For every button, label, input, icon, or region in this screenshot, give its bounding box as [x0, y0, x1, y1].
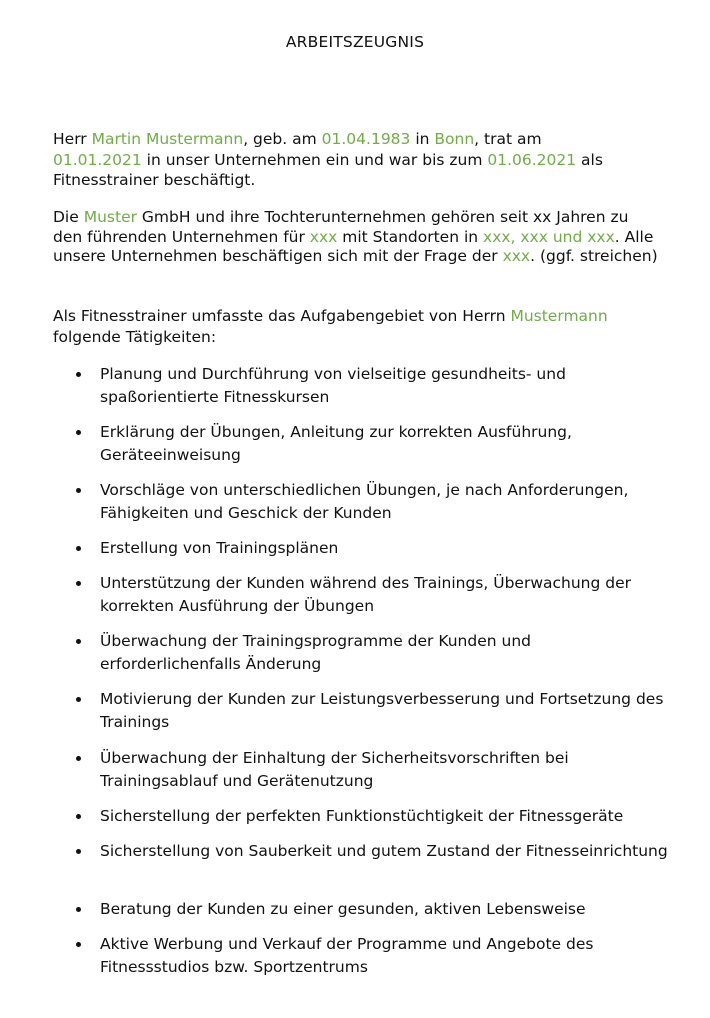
locations: xxx, xxx und xxx — [483, 227, 615, 246]
list-item — [100, 898, 670, 921]
list-item — [100, 805, 670, 828]
task-text: Beratung der Kunden zu einer gesunden, aktiven Lebensweise — [100, 900, 586, 918]
duties-intro-text: Als Fitnesstrainer umfasste das Aufgabengebiet von Herrn — [53, 307, 511, 325]
bullet-icon — [76, 849, 81, 854]
task-text: Unterstützung der Kunden während des Trainings, Überwachung der korrekten Ausführung der Übungen — [100, 574, 631, 615]
list-item — [100, 630, 670, 675]
task-text: Überwachung der Trainingsprogramme der Kunden und erforderlichenfalls Änderung — [100, 632, 531, 673]
list-item — [100, 572, 670, 617]
list-item — [100, 363, 670, 408]
company-text: Die — [53, 208, 84, 226]
list-item — [100, 688, 670, 733]
start-date: 01.01.2021 — [53, 150, 142, 169]
bullet-icon — [76, 430, 81, 435]
employee-surname: Mustermann — [510, 307, 608, 325]
task-text: Erklärung der Übungen, Anleitung zur korrekten Ausführung, Geräteeinweisung — [100, 423, 572, 464]
bullet-icon — [76, 756, 81, 761]
list-item — [100, 421, 670, 466]
bullet-icon — [76, 372, 81, 377]
bullet-icon — [76, 546, 81, 551]
intro-text: in — [410, 130, 435, 148]
list-item — [100, 479, 670, 524]
task-text: Erstellung von Trainingsplänen — [100, 539, 339, 557]
document-title: ARBEITSZEUGNIS — [285, 33, 425, 51]
bullet-icon — [76, 907, 81, 912]
intro-text: , trat am — [474, 130, 542, 148]
question-topic: xxx — [502, 247, 531, 265]
bullet-icon — [76, 488, 81, 493]
company-text: GmbH und ihre Tochterunternehmen gehören seit xx Jahren zu den führenden Unternehmen für — [53, 208, 629, 246]
duties-intro-paragraph — [53, 306, 658, 347]
birth-place: Bonn — [434, 130, 475, 148]
intro-text: Herr — [53, 130, 92, 148]
task-text: Planung und Durchführung von vielseitige gesundheits- und spaßorientierte Fitnesskursen — [100, 365, 566, 406]
task-text: Motivierung der Kunden zur Leistungsverbesserung und Fortsetzung des Trainings — [100, 690, 664, 731]
list-item — [100, 537, 670, 560]
employee-name: Martin Mustermann — [91, 130, 244, 148]
task-text: Sicherstellung der perfekten Funktionstüchtigkeit der Fitnessgeräte — [100, 807, 624, 825]
company-paragraph — [53, 208, 658, 267]
company-text: . (ggf. streichen) — [530, 247, 658, 265]
bullet-icon — [76, 581, 81, 586]
list-item — [100, 747, 670, 792]
bullet-icon — [76, 697, 81, 702]
list-item — [100, 840, 670, 863]
business-field: xxx — [309, 227, 338, 246]
bullet-icon — [76, 942, 81, 947]
task-text: Überwachung der Einhaltung der Sicherheitsvorschriften bei Trainingsablauf und Gerätenutzung — [100, 749, 569, 790]
intro-text: als Fitnesstrainer beschäftigt. — [53, 150, 603, 189]
company-text: . Alle unsere Unternehmen beschäftigen sich mit der Frage der — [53, 227, 654, 265]
company-name: Muster — [83, 208, 137, 226]
duties-intro-text: folgende Tätigkeiten: — [53, 327, 217, 346]
bullet-icon — [76, 814, 81, 819]
list-item — [100, 933, 670, 978]
company-text: mit Standorten in — [337, 227, 484, 246]
intro-paragraph — [53, 129, 658, 191]
intro-text: , geb. am — [243, 130, 322, 148]
task-text: Vorschläge von unterschiedlichen Übungen, je nach Anforderungen, Fähigkeiten und Geschick der Kunden — [100, 481, 629, 522]
end-date: 01.06.2021 — [487, 150, 577, 169]
birth-date: 01.04.1983 — [321, 130, 411, 148]
bullet-icon — [76, 639, 81, 644]
task-text: Sicherstellung von Sauberkeit und gutem Zustand der Fitnesseinrichtung — [100, 842, 668, 860]
intro-text: in unser Unternehmen ein und war bis zum — [141, 150, 488, 169]
task-text: Aktive Werbung und Verkauf der Programme und Angebote des Fitnessstudios bzw. Sportzentrums — [100, 935, 594, 976]
